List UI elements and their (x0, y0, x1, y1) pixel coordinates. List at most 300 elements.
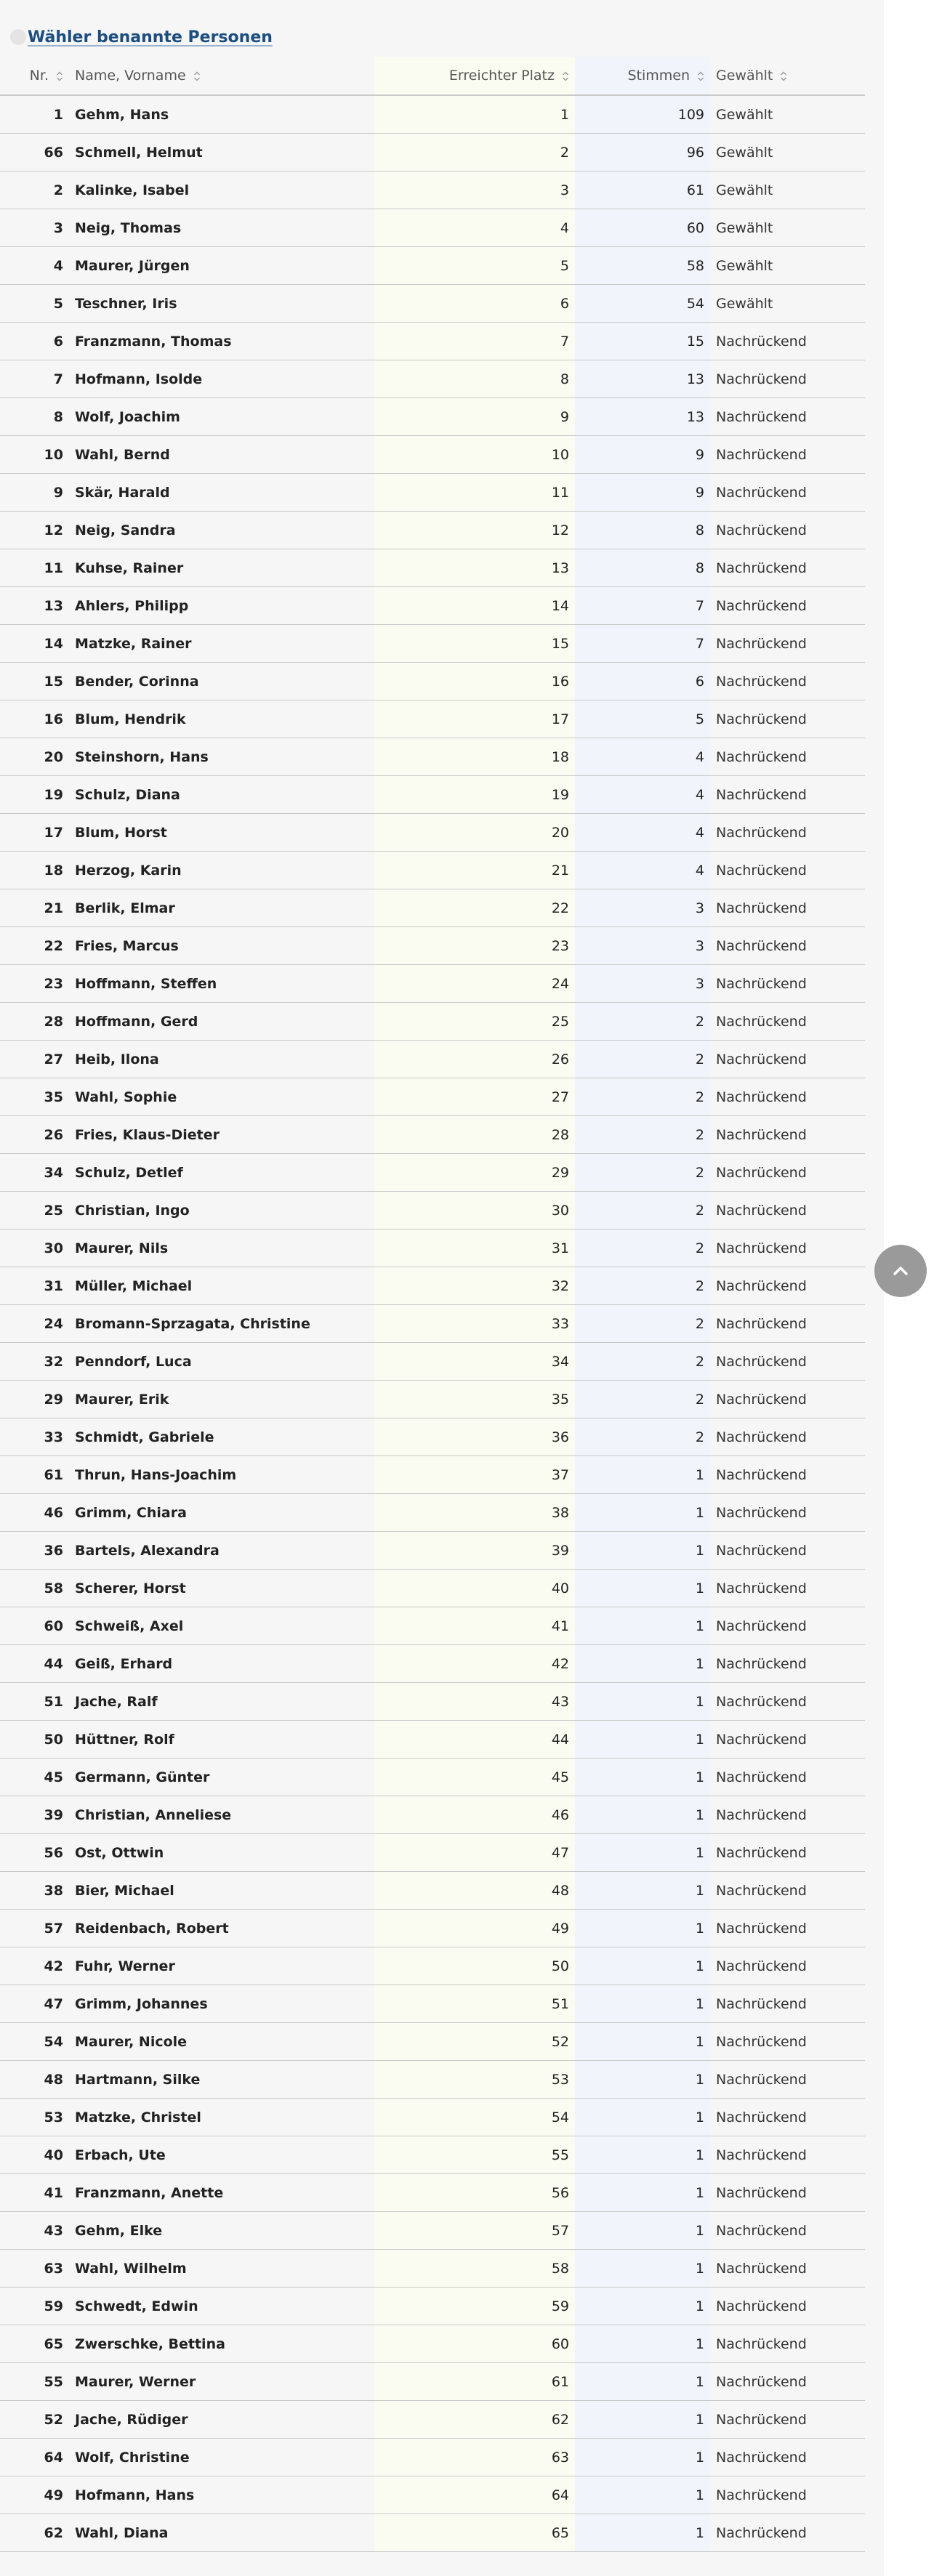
cell-name: Blum, Horst (69, 814, 374, 852)
cell-stimmen: 1 (575, 2099, 710, 2136)
cell-status: Nachrückend (710, 1796, 865, 1834)
cell-stimmen: 1 (575, 2174, 710, 2212)
cell-platz: 3 (374, 171, 575, 209)
table-row (0, 2023, 865, 2061)
cell-status: Nachrückend (710, 889, 865, 927)
table-row (0, 134, 865, 171)
cell-name: Scherer, Horst (69, 1570, 374, 1607)
cell-stimmen: 1 (575, 1910, 710, 1947)
column-header-gewaehlt[interactable] (710, 57, 865, 95)
cell-platz: 32 (374, 1267, 575, 1305)
table-row (0, 1041, 865, 1078)
cell-platz: 12 (374, 512, 575, 549)
cell-status: Nachrückend (710, 1230, 865, 1267)
cell-stimmen: 1 (575, 2476, 710, 2514)
table-row (0, 549, 865, 587)
cell-stimmen: 1 (575, 2288, 710, 2325)
cell-nr: 43 (0, 2212, 69, 2250)
column-header-stimmen[interactable] (575, 57, 710, 95)
cell-status: Nachrückend (710, 965, 865, 1003)
table-row (0, 2288, 865, 2325)
cell-stimmen: 1 (575, 1759, 710, 1796)
cell-nr: 8 (0, 398, 69, 436)
table-row (0, 1381, 865, 1418)
cell-nr: 3 (0, 209, 69, 247)
cell-status: Gewählt (710, 134, 865, 171)
cell-stimmen: 15 (575, 323, 710, 360)
cell-status: Nachrückend (710, 2061, 865, 2099)
cell-nr: 34 (0, 1154, 69, 1192)
chevron-up-icon (890, 1261, 911, 1281)
table-row (0, 1759, 865, 1796)
table-row (0, 1192, 865, 1230)
table-row (0, 1494, 865, 1532)
cell-status: Nachrückend (710, 852, 865, 889)
table-row (0, 247, 865, 285)
cell-stimmen: 58 (575, 247, 710, 285)
scroll-to-top-button[interactable] (874, 1245, 927, 1297)
cell-nr: 49 (0, 2476, 69, 2514)
cell-platz: 63 (374, 2439, 575, 2476)
cell-platz: 9 (374, 398, 575, 436)
cell-platz: 37 (374, 1456, 575, 1494)
cell-nr: 4 (0, 247, 69, 285)
cell-name: Müller, Michael (69, 1267, 374, 1305)
cell-nr: 24 (0, 1305, 69, 1343)
cell-platz: 34 (374, 1343, 575, 1381)
column-header-label: Gewählt (716, 68, 773, 84)
cell-nr: 65 (0, 2325, 69, 2363)
cell-nr: 51 (0, 1683, 69, 1721)
cell-nr: 35 (0, 1078, 69, 1116)
table-row (0, 398, 865, 436)
cell-stimmen: 3 (575, 889, 710, 927)
cell-nr: 28 (0, 1003, 69, 1041)
cell-stimmen: 13 (575, 398, 710, 436)
cell-name: Reidenbach, Robert (69, 1910, 374, 1947)
cell-status: Nachrückend (710, 1570, 865, 1607)
cell-stimmen: 1 (575, 2401, 710, 2439)
cell-stimmen: 5 (575, 700, 710, 738)
table-row (0, 2363, 865, 2401)
cell-nr: 1 (0, 95, 69, 134)
cell-stimmen: 1 (575, 2061, 710, 2099)
cell-platz: 52 (374, 2023, 575, 2061)
cell-platz: 14 (374, 587, 575, 625)
cell-platz: 6 (374, 285, 575, 323)
cell-name: Fuhr, Werner (69, 1947, 374, 1985)
cell-nr: 27 (0, 1041, 69, 1078)
cell-nr: 64 (0, 2439, 69, 2476)
cell-nr: 25 (0, 1192, 69, 1230)
section-title-link[interactable]: Wähler benannte Personen (28, 28, 273, 47)
table-row (0, 1570, 865, 1607)
cell-stimmen: 8 (575, 512, 710, 549)
cell-stimmen: 1 (575, 2325, 710, 2363)
table-row (0, 436, 865, 474)
cell-status: Nachrückend (710, 2476, 865, 2514)
table-row (0, 1418, 865, 1456)
cell-status: Nachrückend (710, 1192, 865, 1230)
cell-name: Schweiß, Axel (69, 1607, 374, 1645)
table-row (0, 1721, 865, 1759)
cell-platz: 24 (374, 965, 575, 1003)
cell-status: Nachrückend (710, 663, 865, 700)
cell-stimmen: 2 (575, 1078, 710, 1116)
cell-name: Fries, Marcus (69, 927, 374, 965)
cell-stimmen: 2 (575, 1230, 710, 1267)
table-row (0, 1683, 865, 1721)
cell-stimmen: 4 (575, 814, 710, 852)
cell-stimmen: 1 (575, 1532, 710, 1570)
cell-name: Franzmann, Anette (69, 2174, 374, 2212)
cell-nr: 48 (0, 2061, 69, 2099)
table-row (0, 1267, 865, 1305)
cell-nr: 54 (0, 2023, 69, 2061)
cell-status: Nachrückend (710, 625, 865, 663)
cell-status: Gewählt (710, 95, 865, 134)
cell-status: Nachrückend (710, 398, 865, 436)
cell-status: Nachrückend (710, 1721, 865, 1759)
cell-name: Hofmann, Isolde (69, 360, 374, 398)
cell-status: Nachrückend (710, 776, 865, 814)
cell-nr: 47 (0, 1985, 69, 2023)
cell-name: Maurer, Erik (69, 1381, 374, 1418)
cell-stimmen: 1 (575, 2212, 710, 2250)
cell-status: Nachrückend (710, 1078, 865, 1116)
table-row (0, 360, 865, 398)
cell-platz: 22 (374, 889, 575, 927)
cell-platz: 48 (374, 1872, 575, 1910)
cell-stimmen: 1 (575, 1645, 710, 1683)
cell-stimmen: 2 (575, 1343, 710, 1381)
column-header-nr[interactable] (0, 57, 69, 95)
cell-platz: 42 (374, 1645, 575, 1683)
cell-stimmen: 1 (575, 1947, 710, 1985)
cell-nr: 44 (0, 1645, 69, 1683)
cell-name: Heib, Ilona (69, 1041, 374, 1078)
cell-status: Nachrückend (710, 587, 865, 625)
cell-status: Nachrückend (710, 512, 865, 549)
table-row (0, 1116, 865, 1154)
table-row (0, 2174, 865, 2212)
cell-stimmen: 2 (575, 1154, 710, 1192)
table-row (0, 1645, 865, 1683)
cell-name: Germann, Günter (69, 1759, 374, 1796)
column-header-platz[interactable] (374, 57, 575, 95)
cell-stimmen: 2 (575, 1192, 710, 1230)
table-row (0, 1872, 865, 1910)
table-row (0, 700, 865, 738)
table-row (0, 1456, 865, 1494)
cell-stimmen: 3 (575, 965, 710, 1003)
cell-name: Maurer, Werner (69, 2363, 374, 2401)
cell-stimmen: 1 (575, 2514, 710, 2552)
cell-nr: 66 (0, 134, 69, 171)
cell-name: Berlik, Elmar (69, 889, 374, 927)
cell-status: Gewählt (710, 209, 865, 247)
cell-name: Schulz, Diana (69, 776, 374, 814)
table-row (0, 1154, 865, 1192)
section-header (10, 25, 273, 49)
column-header-label: Erreichter Platz (448, 68, 555, 84)
cell-platz: 43 (374, 1683, 575, 1721)
cell-nr: 63 (0, 2250, 69, 2288)
sort-icon (56, 70, 63, 82)
cell-status: Nachrückend (710, 1683, 865, 1721)
table-row (0, 209, 865, 247)
cell-stimmen: 2 (575, 1381, 710, 1418)
column-header-name[interactable] (69, 57, 374, 95)
cell-stimmen: 2 (575, 1041, 710, 1078)
table-row (0, 1796, 865, 1834)
cell-platz: 25 (374, 1003, 575, 1041)
cell-nr: 20 (0, 738, 69, 776)
cell-nr: 32 (0, 1343, 69, 1381)
table-row (0, 1003, 865, 1041)
cell-name: Kuhse, Rainer (69, 549, 374, 587)
cell-nr: 31 (0, 1267, 69, 1305)
cell-status: Nachrückend (710, 360, 865, 398)
cell-platz: 31 (374, 1230, 575, 1267)
cell-name: Kalinke, Isabel (69, 171, 374, 209)
cell-status: Nachrückend (710, 549, 865, 587)
cell-platz: 10 (374, 436, 575, 474)
cell-name: Fries, Klaus-Dieter (69, 1116, 374, 1154)
cell-status: Nachrückend (710, 1418, 865, 1456)
cell-stimmen: 1 (575, 1985, 710, 2023)
table-row (0, 1230, 865, 1267)
table-row (0, 2136, 865, 2174)
table-row (0, 323, 865, 360)
cell-stimmen: 1 (575, 2023, 710, 2061)
cell-nr: 50 (0, 1721, 69, 1759)
cell-platz: 5 (374, 247, 575, 285)
cell-platz: 7 (374, 323, 575, 360)
cell-status: Gewählt (710, 171, 865, 209)
cell-name: Schmell, Helmut (69, 134, 374, 171)
cell-status: Nachrückend (710, 2363, 865, 2401)
cell-stimmen: 4 (575, 738, 710, 776)
circle-icon (10, 29, 26, 45)
cell-stimmen: 6 (575, 663, 710, 700)
cell-nr: 18 (0, 852, 69, 889)
cell-status: Nachrückend (710, 1985, 865, 2023)
cell-platz: 28 (374, 1116, 575, 1154)
table-row (0, 927, 865, 965)
cell-stimmen: 7 (575, 587, 710, 625)
cell-status: Nachrückend (710, 1381, 865, 1418)
cell-platz: 58 (374, 2250, 575, 2288)
cell-stimmen: 1 (575, 2363, 710, 2401)
cell-platz: 8 (374, 360, 575, 398)
cell-nr: 59 (0, 2288, 69, 2325)
cell-platz: 45 (374, 1759, 575, 1796)
cell-nr: 46 (0, 1494, 69, 1532)
cell-status: Nachrückend (710, 927, 865, 965)
cell-stimmen: 96 (575, 134, 710, 171)
cell-name: Hartmann, Silke (69, 2061, 374, 2099)
table-row (0, 889, 865, 927)
table-row (0, 1078, 865, 1116)
cell-name: Herzog, Karin (69, 852, 374, 889)
cell-nr: 52 (0, 2401, 69, 2439)
cell-status: Nachrückend (710, 1041, 865, 1078)
table-body (0, 95, 865, 2552)
cell-name: Christian, Ingo (69, 1192, 374, 1230)
cell-platz: 50 (374, 1947, 575, 1985)
cell-platz: 44 (374, 1721, 575, 1759)
cell-nr: 30 (0, 1230, 69, 1267)
sort-icon (193, 70, 201, 82)
table-row (0, 2212, 865, 2250)
cell-platz: 62 (374, 2401, 575, 2439)
table-row (0, 1532, 865, 1570)
cell-name: Wahl, Bernd (69, 436, 374, 474)
cell-status: Nachrückend (710, 2023, 865, 2061)
cell-stimmen: 60 (575, 209, 710, 247)
table-row (0, 2099, 865, 2136)
cell-stimmen: 4 (575, 852, 710, 889)
cell-status: Nachrückend (710, 2288, 865, 2325)
table-row (0, 1305, 865, 1343)
cell-nr: 55 (0, 2363, 69, 2401)
table-row (0, 1985, 865, 2023)
cell-status: Nachrückend (710, 1267, 865, 1305)
cell-platz: 46 (374, 1796, 575, 1834)
cell-stimmen: 1 (575, 1796, 710, 1834)
cell-name: Franzmann, Thomas (69, 323, 374, 360)
cell-status: Nachrückend (710, 1343, 865, 1381)
cell-status: Nachrückend (710, 1607, 865, 1645)
cell-name: Bartels, Alexandra (69, 1532, 374, 1570)
table-row (0, 965, 865, 1003)
cell-name: Wahl, Diana (69, 2514, 374, 2552)
cell-nr: 13 (0, 587, 69, 625)
table-row (0, 95, 865, 134)
cell-status: Nachrückend (710, 2250, 865, 2288)
cell-platz: 39 (374, 1532, 575, 1570)
cell-platz: 55 (374, 2136, 575, 2174)
cell-nr: 2 (0, 171, 69, 209)
cell-platz: 54 (374, 2099, 575, 2136)
cell-name: Gehm, Hans (69, 95, 374, 134)
table-row (0, 1834, 865, 1872)
table-row (0, 587, 865, 625)
cell-platz: 40 (374, 1570, 575, 1607)
cell-name: Jache, Ralf (69, 1683, 374, 1721)
cell-status: Nachrückend (710, 738, 865, 776)
cell-name: Schulz, Detlef (69, 1154, 374, 1192)
table-row (0, 474, 865, 512)
cell-platz: 57 (374, 2212, 575, 2250)
table-header-row (0, 57, 865, 95)
cell-nr: 14 (0, 625, 69, 663)
cell-platz: 11 (374, 474, 575, 512)
cell-status: Nachrückend (710, 474, 865, 512)
cell-status: Nachrückend (710, 1456, 865, 1494)
cell-platz: 35 (374, 1381, 575, 1418)
table-row (0, 2401, 865, 2439)
cell-stimmen: 4 (575, 776, 710, 814)
table-row (0, 2476, 865, 2514)
cell-status: Nachrückend (710, 1645, 865, 1683)
sort-icon (780, 70, 787, 82)
cell-nr: 19 (0, 776, 69, 814)
cell-platz: 64 (374, 2476, 575, 2514)
cell-nr: 38 (0, 1872, 69, 1910)
cell-stimmen: 2 (575, 1116, 710, 1154)
cell-status: Nachrückend (710, 1154, 865, 1192)
cell-stimmen: 1 (575, 2439, 710, 2476)
cell-platz: 49 (374, 1910, 575, 1947)
cell-name: Zwerschke, Bettina (69, 2325, 374, 2363)
cell-status: Nachrückend (710, 1494, 865, 1532)
cell-status: Nachrückend (710, 2439, 865, 2476)
cell-status: Gewählt (710, 285, 865, 323)
table-row (0, 1607, 865, 1645)
cell-name: Hoffmann, Gerd (69, 1003, 374, 1041)
table-row (0, 1910, 865, 1947)
cell-nr: 60 (0, 1607, 69, 1645)
cell-name: Gehm, Elke (69, 2212, 374, 2250)
cell-stimmen: 9 (575, 474, 710, 512)
cell-platz: 61 (374, 2363, 575, 2401)
cell-stimmen: 7 (575, 625, 710, 663)
cell-stimmen: 1 (575, 1570, 710, 1607)
cell-name: Erbach, Ute (69, 2136, 374, 2174)
cell-status: Nachrückend (710, 2514, 865, 2552)
cell-stimmen: 13 (575, 360, 710, 398)
cell-name: Teschner, Iris (69, 285, 374, 323)
cell-nr: 57 (0, 1910, 69, 1947)
cell-nr: 5 (0, 285, 69, 323)
column-header-label: Nr. (29, 68, 49, 84)
cell-platz: 2 (374, 134, 575, 171)
cell-name: Skär, Harald (69, 474, 374, 512)
cell-stimmen: 1 (575, 1494, 710, 1532)
cell-status: Nachrückend (710, 814, 865, 852)
cell-stimmen: 109 (575, 95, 710, 134)
cell-status: Nachrückend (710, 1759, 865, 1796)
cell-stimmen: 1 (575, 2250, 710, 2288)
cell-stimmen: 1 (575, 1683, 710, 1721)
cell-name: Thrun, Hans-Joachim (69, 1456, 374, 1494)
table-row (0, 1947, 865, 1985)
cell-nr: 12 (0, 512, 69, 549)
cell-stimmen: 2 (575, 1267, 710, 1305)
cell-platz: 21 (374, 852, 575, 889)
cell-status: Nachrückend (710, 2325, 865, 2363)
cell-stimmen: 1 (575, 1872, 710, 1910)
cell-platz: 30 (374, 1192, 575, 1230)
cell-name: Grimm, Johannes (69, 1985, 374, 2023)
cell-nr: 58 (0, 1570, 69, 1607)
cell-status: Nachrückend (710, 2099, 865, 2136)
cell-platz: 41 (374, 1607, 575, 1645)
cell-nr: 36 (0, 1532, 69, 1570)
cell-status: Nachrückend (710, 2136, 865, 2174)
table-row (0, 2514, 865, 2552)
cell-name: Maurer, Nils (69, 1230, 374, 1267)
cell-nr: 26 (0, 1116, 69, 1154)
cell-stimmen: 1 (575, 2136, 710, 2174)
cell-name: Hüttner, Rolf (69, 1721, 374, 1759)
cell-nr: 11 (0, 549, 69, 587)
cell-nr: 16 (0, 700, 69, 738)
cell-name: Matzke, Christel (69, 2099, 374, 2136)
cell-name: Schwedt, Edwin (69, 2288, 374, 2325)
